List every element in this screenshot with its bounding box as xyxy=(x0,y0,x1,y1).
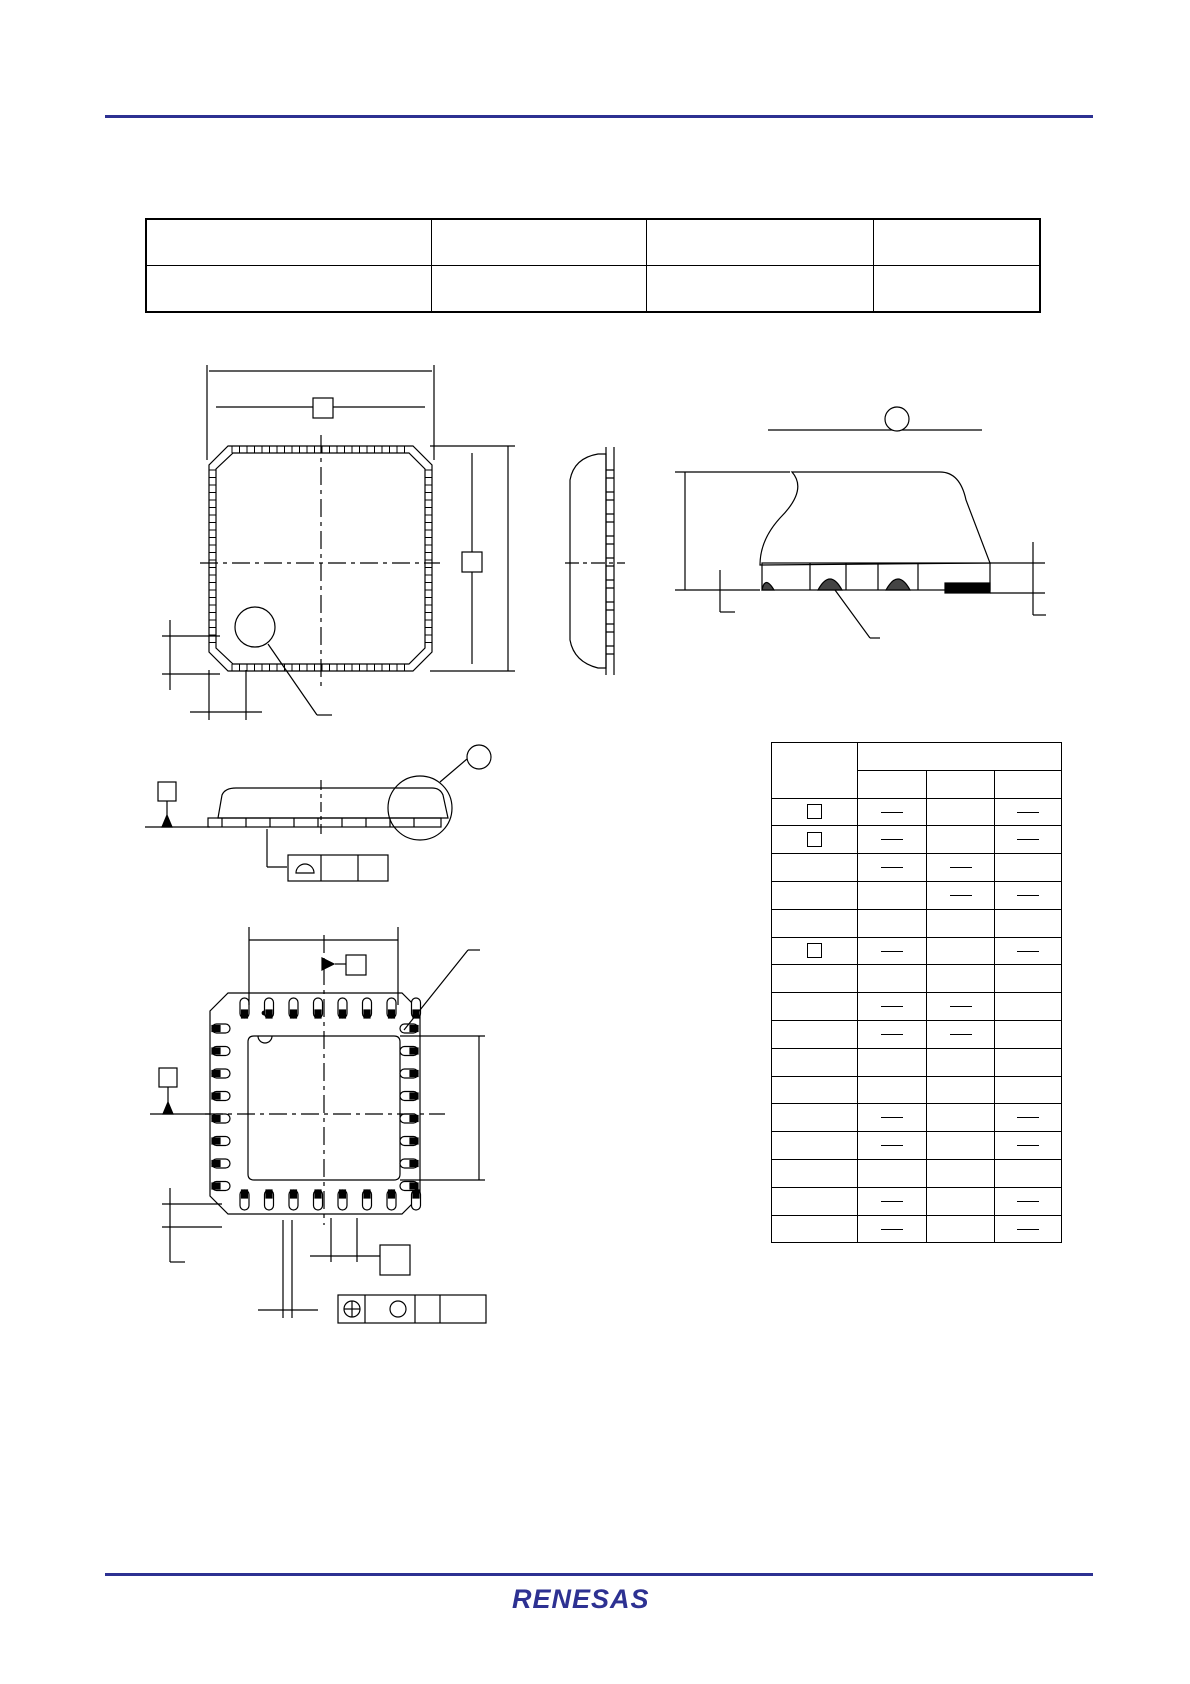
terminal-contact xyxy=(266,1190,272,1198)
terminal-contact xyxy=(340,1190,346,1198)
terminal-contact xyxy=(242,1010,248,1018)
logo-text: RENESAS xyxy=(512,1585,650,1613)
terminal-icon xyxy=(818,579,842,590)
arrow-icon xyxy=(322,958,334,970)
side-view xyxy=(565,447,625,675)
front-view-body xyxy=(218,788,448,818)
terminal-contact xyxy=(212,1183,220,1189)
terminal-contact xyxy=(410,1026,418,1032)
detail-label-circle xyxy=(885,407,909,431)
terminal-contact xyxy=(410,1071,418,1077)
terminal-contact xyxy=(212,1093,220,1099)
front-view xyxy=(145,745,491,881)
front-view-base xyxy=(208,818,441,827)
terminal-contact xyxy=(315,1190,321,1198)
terminal-contact xyxy=(413,1190,419,1198)
terminal-contact xyxy=(212,1116,220,1122)
detail-body xyxy=(760,472,990,565)
terminal-pad xyxy=(945,583,990,593)
side-view-body xyxy=(570,454,606,668)
mmc-circle-icon xyxy=(390,1301,406,1317)
front-view-leads xyxy=(222,818,414,827)
terminal-contact xyxy=(364,1190,370,1198)
terminal-contact xyxy=(410,1138,418,1144)
terminal-contact xyxy=(389,1010,395,1018)
terminal-contact xyxy=(410,1116,418,1122)
terminal-contact xyxy=(291,1010,297,1018)
terminal-contact xyxy=(291,1190,297,1198)
detail-view xyxy=(675,407,1046,638)
terminal-contact xyxy=(266,1010,272,1018)
terminal-icon xyxy=(886,579,910,590)
terminal-contact xyxy=(212,1026,220,1032)
pin1-mark-icon xyxy=(235,607,275,647)
flatness-icon xyxy=(296,864,314,873)
dim-label-box xyxy=(380,1245,410,1275)
pin1-notch-icon xyxy=(258,1036,272,1043)
terminal-contact xyxy=(212,1048,220,1054)
leader-line xyxy=(835,590,870,638)
dim-label-box xyxy=(462,552,482,572)
terminal-contact xyxy=(410,1161,418,1167)
bottom-view xyxy=(150,927,486,1323)
terminal-contact xyxy=(212,1161,220,1167)
terminal-contact xyxy=(389,1190,395,1198)
leader-line xyxy=(268,644,317,715)
datum-label-box xyxy=(158,782,176,801)
side-view-leads xyxy=(606,470,614,654)
top-view xyxy=(162,365,515,720)
leader-line xyxy=(404,950,468,1030)
tolerance-frame xyxy=(288,855,388,881)
terminal-contact xyxy=(340,1010,346,1018)
terminal-contact xyxy=(212,1071,220,1077)
datum-label-box xyxy=(159,1068,177,1087)
terminal-contact xyxy=(410,1183,418,1189)
datum-triangle-icon xyxy=(163,1102,173,1114)
renesas-logo xyxy=(512,1585,682,1613)
detail-label-circle xyxy=(467,745,491,769)
bottom-view-outline xyxy=(210,993,420,1214)
detail-callout-circle xyxy=(388,776,452,840)
terminal-contact xyxy=(212,1138,220,1144)
datum-triangle-icon xyxy=(162,815,172,827)
terminal-icon xyxy=(762,583,774,591)
terminal-contact xyxy=(364,1010,370,1018)
dim-label-box xyxy=(313,398,333,418)
terminal-contact xyxy=(410,1048,418,1054)
terminal-contact xyxy=(410,1093,418,1099)
dim-label-box xyxy=(346,955,366,975)
terminal-contact xyxy=(242,1190,248,1198)
terminal-contact xyxy=(315,1010,321,1018)
bottom-view-pads xyxy=(212,998,421,1210)
leader-line xyxy=(440,759,467,782)
